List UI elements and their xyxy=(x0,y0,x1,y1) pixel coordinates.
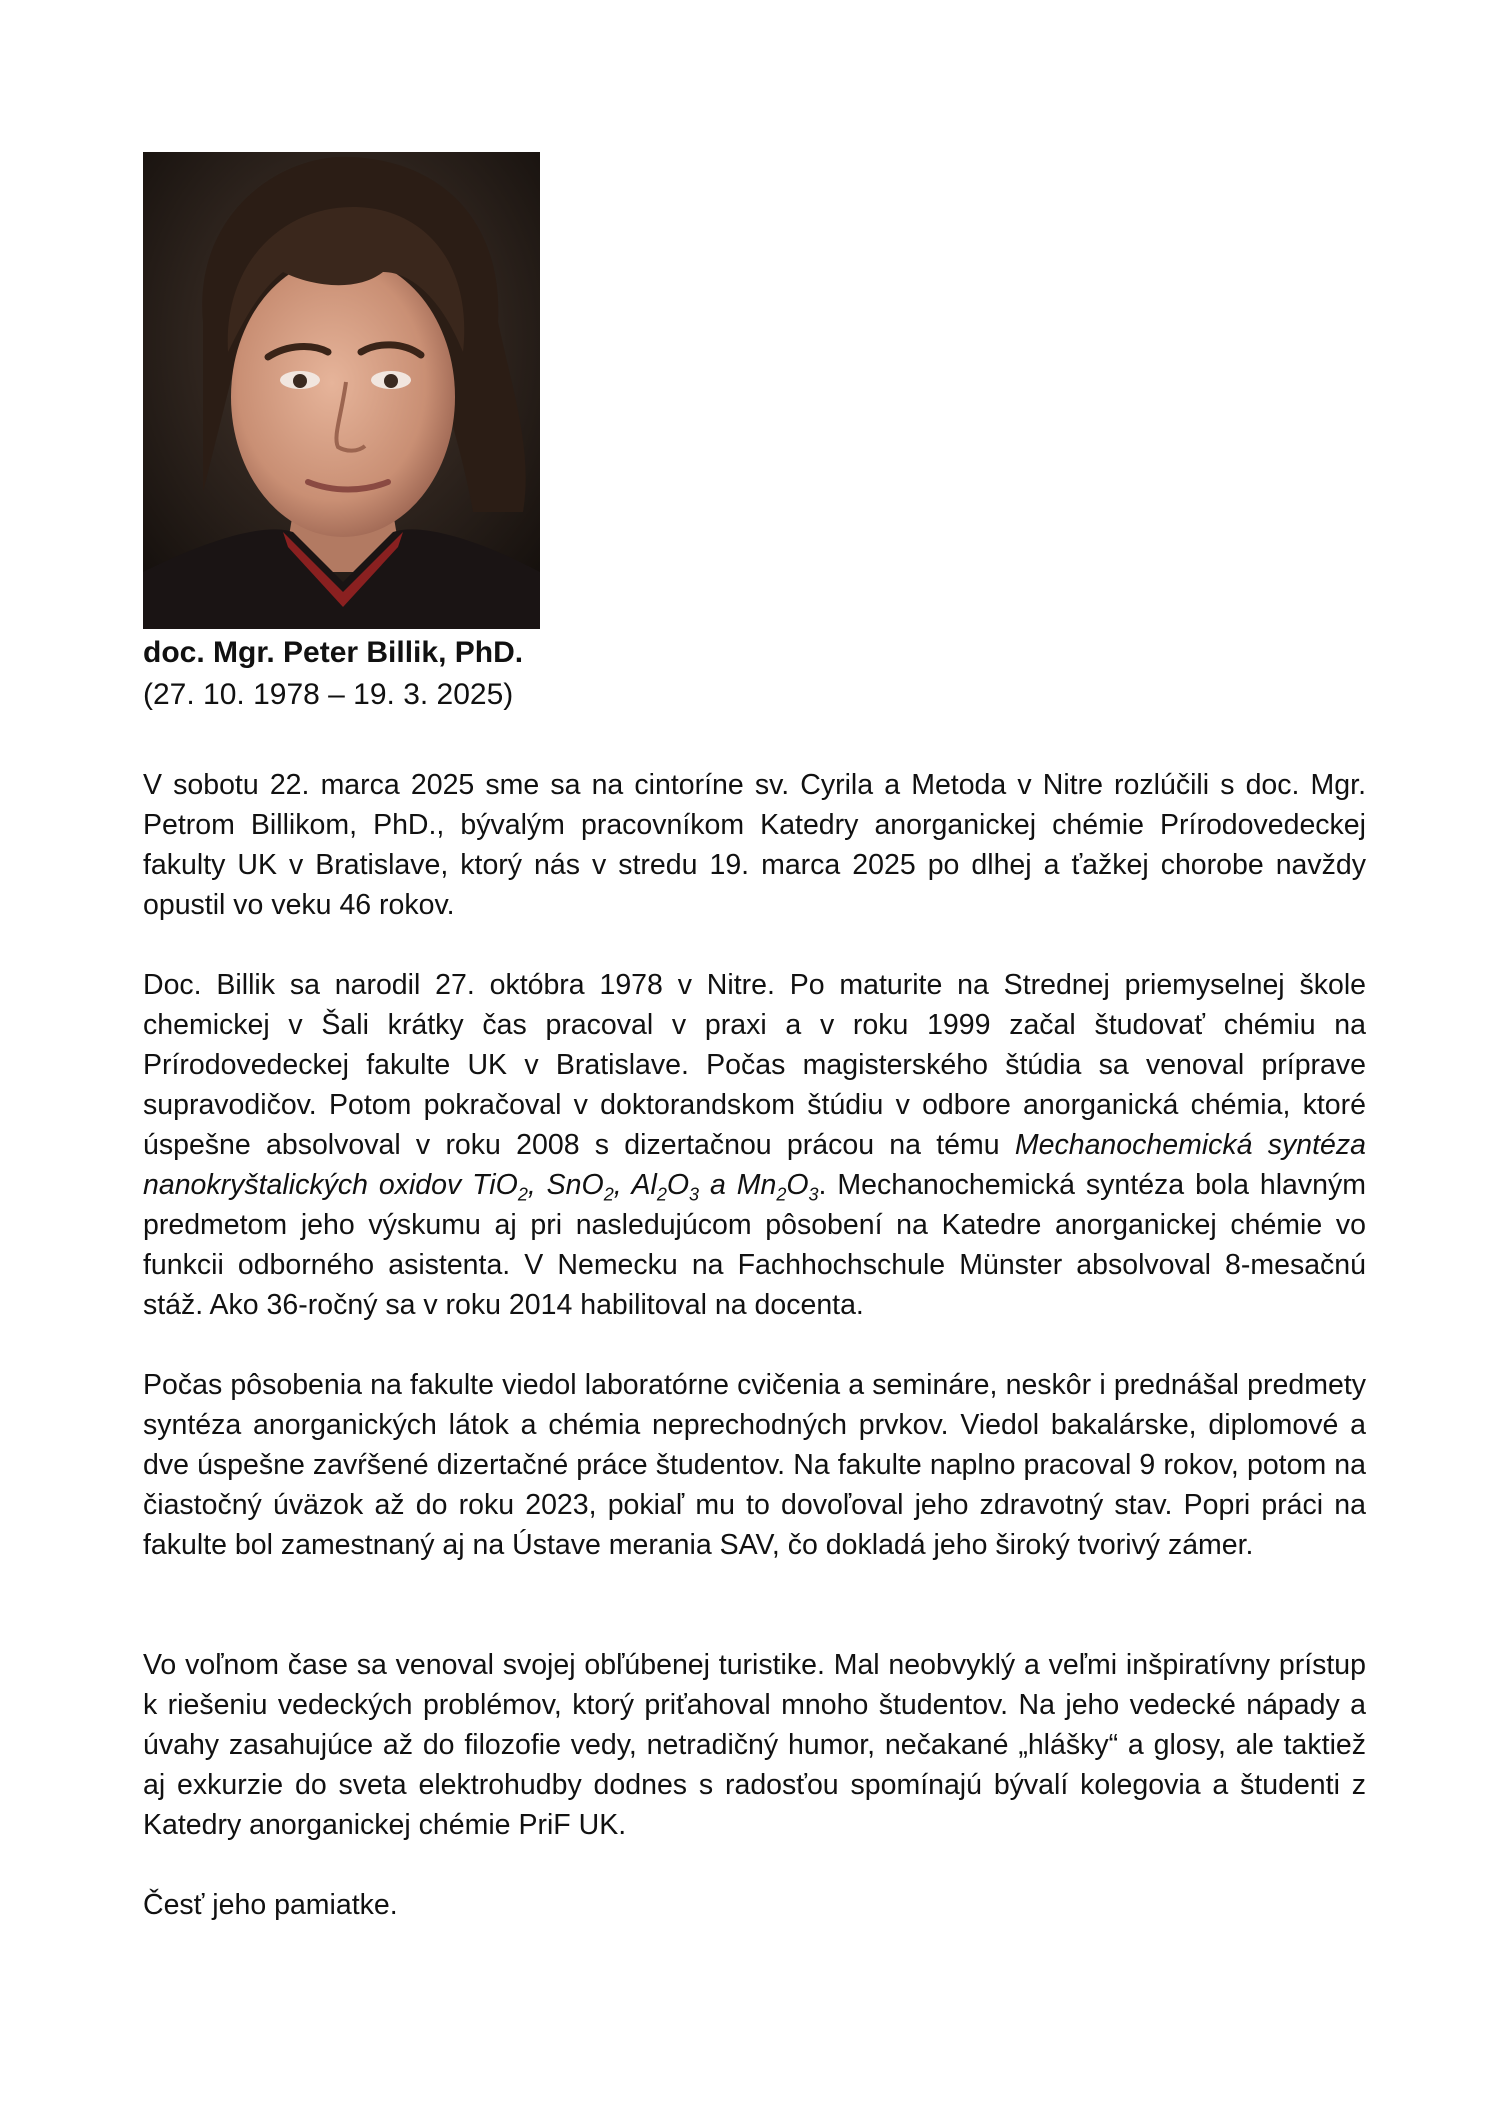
paragraph-1: V sobotu 22. marca 2025 sme sa na cintoríne sv. Cyrila a Metoda v Nitre rozlúčili s doc. Mgr. Petrom Billikom, PhD., bývalým pracovníkom Katedry anorganickej chémie Prírodovedeckej fakulty UK v Bratislave, ktorý nás v stredu 19. marca 2025 po dlhej a ťažkej chorobe navždy opustil vo veku 46 rokov. xyxy=(143,769,1366,921)
dissertation-title: Mechanochemická syntéza nanokryštalických oxidov TiO$_2$, SnO$_2$, $Al_2O_3$ a $Mn_2O_3$ xyxy=(143,1129,1366,1205)
life-dates: (27. 10. 1978 – 19. 3. 2025) xyxy=(143,678,514,711)
paragraph-4: Vo voľnom čase sa venoval svojej obľúbenej turistike. Mal neobvyklý a veľmi inšpiratívny prístup k riešeniu vedeckých problémov, ktorý priťahoval mnoho študentov. Na jeho vedecké nápady a úvahy zasahujúce až do filozofie vedy, netradičný humor, nečakané „hlášky“ a glosy, ale taktiež aj exkurzie do sveta elektrohudby dodnes s radosťou spomínajú bývalí kolegovia a študenti z Katedry anorganickej chémie PriF UK. xyxy=(143,1649,1366,1841)
paragraph-2-rest: . Mechanochemická syntéza bola hlavným predmetom jeho výskumu aj pri nasledujúcom pôsobení na Katedre anorganickej chémie vo funkcii odborného asistenta. V Nemecku na Fachhochschule Münster absolvoval 8-mesačnú stáž. Ako 36-ročný sa v roku 2014 habilitoval na docenta. xyxy=(143,1169,1366,1321)
paragraph-2 xyxy=(143,965,1366,1325)
portrait-photo xyxy=(143,152,540,629)
person-name: doc. Mgr. Peter Billik, PhD. xyxy=(143,636,524,669)
paragraph-3: Počas pôsobenia na fakulte viedol laboratórne cvičenia a semináre, neskôr i prednášal predmety syntéza anorganických látok a chémia neprechodných prvkov. Viedol bakalárske, diplomové a dve úspešne zavŕšené dizertačné práce študentov. Na fakulte naplno pracoval 9 rokov, potom na čiastočný úväzok až do roku 2023, pokiaľ mu to dovoľoval jeho zdravotný stav. Popri práci na fakulte bol zamestnaný aj na Ústave merania SAV, čo dokladá jeho široký tvorivý zámer. xyxy=(143,1369,1366,1561)
closing-line: Česť jeho pamiatke. xyxy=(143,1889,398,1921)
portrait-illustration xyxy=(143,152,540,629)
paragraph-2-intro: Doc. Billik sa narodil 27. októbra 1978 v Nitre. Po maturite na Strednej priemyselnej škole chemickej v Šali krátky čas pracoval v praxi a v roku 1999 začal študovať chémiu na Prírodovedeckej fakulte UK v Bratislave. Počas magisterského štúdia sa venoval príprave supravodičov. Potom pokračoval v doktorandskom štúdiu v odbore anorganická chémia, ktoré úspešne absolvoval v roku 2008 s dizertačnou prácou na tému xyxy=(143,969,1366,1161)
